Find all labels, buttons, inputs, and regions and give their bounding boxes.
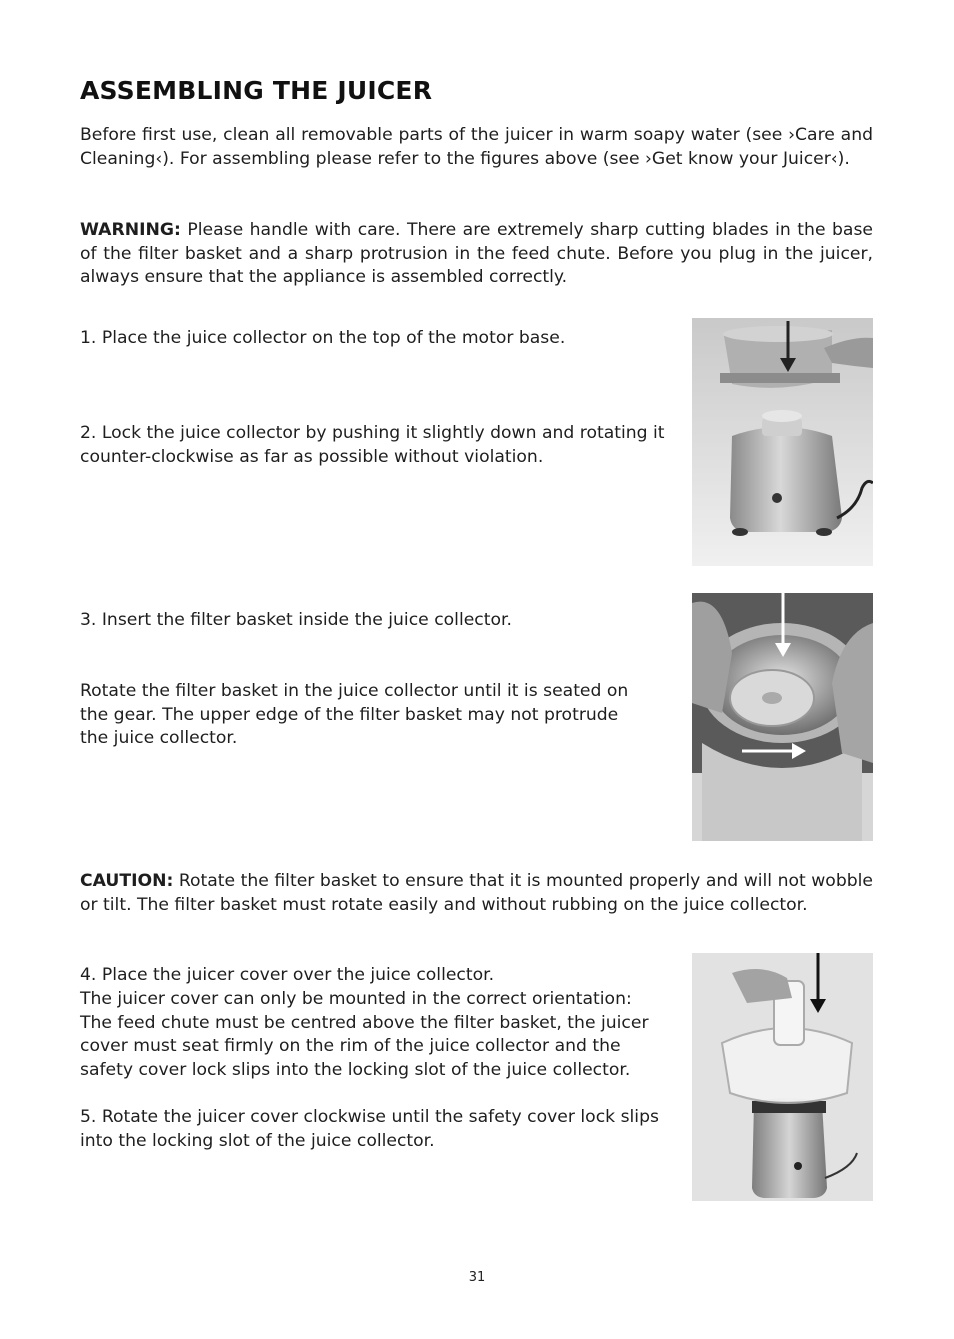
caution-text: Rotate the filter basket to ensure that it is mounted properly and will not wobble or tilt. The filter basket must rotate easily and without rubbing on the juice collector. xyxy=(80,871,873,915)
step-3-text: 3. Insert the filter basket inside the juice collector. xyxy=(80,610,512,630)
photo-juice-collector-on-base xyxy=(692,318,873,566)
step-4-detail-text: The juicer cover can only be mounted in the correct orientation: The feed chute must be centred above the filter basket, the juicer cover must seat firmly on the rim of the juice collector and the safety cover lock slips into the locking slot of the juice collector. xyxy=(80,989,649,1080)
step-2-text: 2. Lock the juice collector by pushing it slightly down and rotating it counter-clockwise as far as possible without violation. xyxy=(80,423,665,467)
page-title: ASSEMBLING THE JUICER xyxy=(80,76,433,105)
warning-label: WARNING: xyxy=(80,220,181,240)
caution-label: CAUTION: xyxy=(80,871,174,891)
photo-insert-filter-basket xyxy=(692,593,873,841)
photo-place-juicer-cover xyxy=(692,953,873,1201)
warning-text: Please handle with care. There are extremely sharp cutting blades in the base of the filter basket and a sharp protrusion in the feed chute. Before you plug in the juicer, always ensure that the appliance is assembled correctly. xyxy=(80,220,873,287)
step-4-text: 4. Place the juicer cover over the juice collector. xyxy=(80,965,495,985)
warning-paragraph xyxy=(80,219,873,290)
step-1-text: 1. Place the juice collector on the top of the motor base. xyxy=(80,328,566,348)
step-3-rotate-text: Rotate the filter basket in the juice collector until it is seated on the gear. The upper edge of the filter basket may not protrude the juice collector. xyxy=(80,681,629,748)
page-number: 31 xyxy=(468,1270,486,1285)
caution-paragraph xyxy=(80,870,873,917)
step-5-text: 5. Rotate the juicer cover clockwise until the safety cover lock slips into the locking slot of the juice collector. xyxy=(80,1107,659,1151)
intro-paragraph: Before first use, clean all removable parts of the juicer in warm soapy water (see ›Care and Cleaning‹). For assembling please refer to the figures above (see ›Get know your Juicer‹). xyxy=(80,125,873,169)
